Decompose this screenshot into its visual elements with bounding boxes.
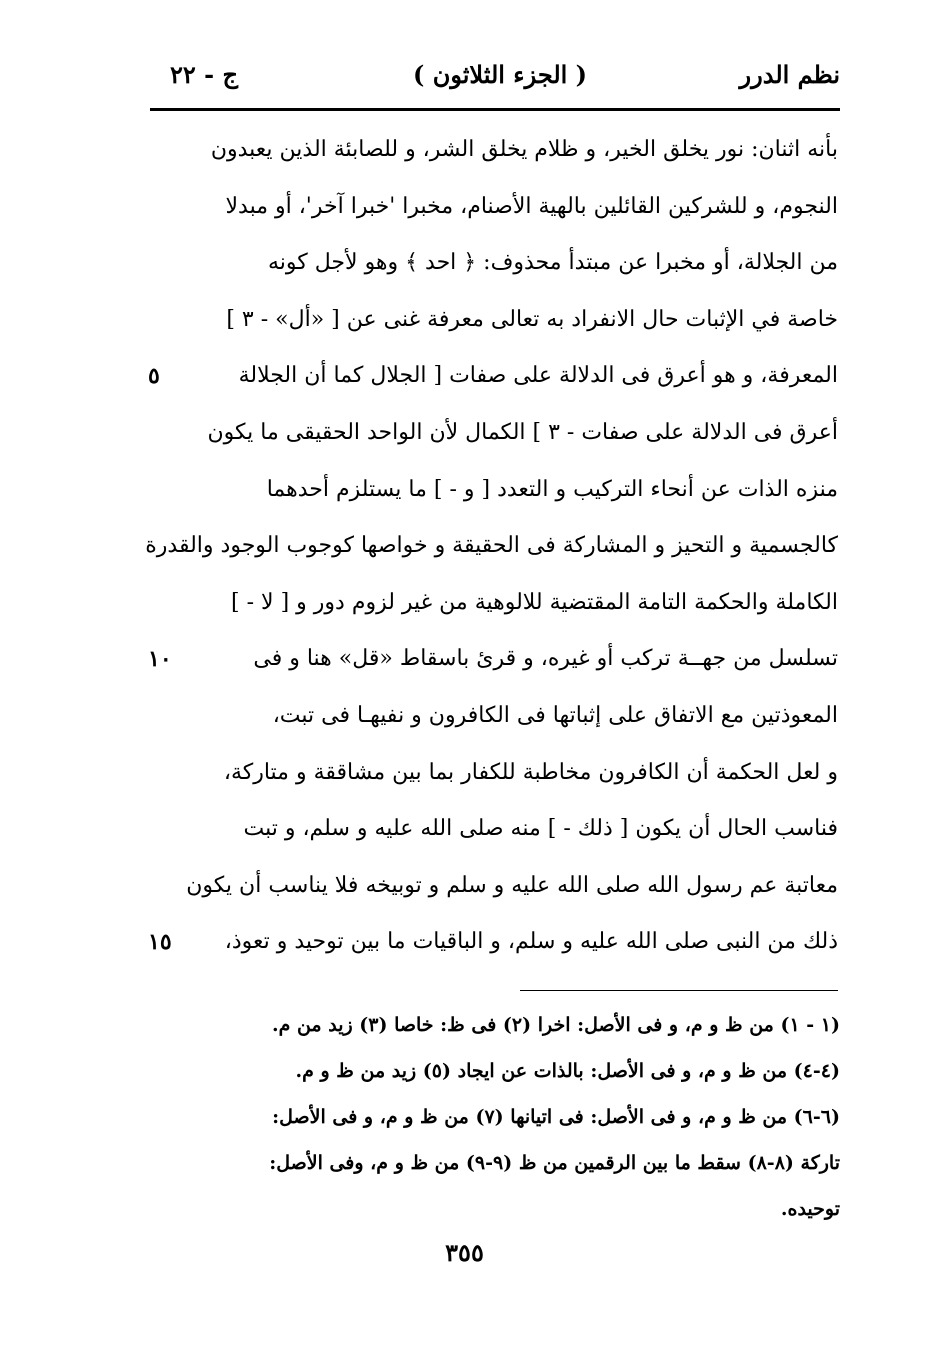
page-number: ٣٥٥ <box>445 1238 484 1267</box>
text-line: من الجلالة، أو مخبرا عن مبتدأ محذوف: ﴿ احد ﴾ وهو لأجل كونه <box>268 250 838 276</box>
running-header <box>160 60 840 100</box>
text-line: المعرفة، و هو أعرق فى الدلالة على صفات [ الجلال كما أن الجلالة ٥ <box>188 348 838 405</box>
text-line: منزه الذات عن أنحاء التركيب و التعدد [ و - ] ما يستلزم أحدهما <box>266 476 838 502</box>
text-line: معاتبة عم رسول الله صلى الله عليه و سلم و توبيخه فلا يناسب أن يكون <box>186 872 838 898</box>
line-number: ١٥ <box>148 929 172 956</box>
header-volume-page: ج - ٢٢ <box>170 60 238 89</box>
text-line: النجوم، و للشركين القائلين بالهية الأصنام، مخبرا 'خبرا آخر'، أو مبدلا <box>225 193 838 219</box>
text-line: و لعل الحكمة أن الكافرون مخاطبة للكفار بما بين مشاققة و متاركة، <box>223 759 838 785</box>
footnote-rule <box>520 990 838 991</box>
header-book-title: نظم الدرر <box>739 60 840 89</box>
header-part-title: ( الجزء الثلاثون ) <box>412 60 588 89</box>
text-line: بأنه اثنان: نور يخلق الخير، و ظلام يخلق الشر، و للصابئة الذين يعبدون <box>210 137 838 162</box>
text-line: المعوذتين مع الاتفاق على إثباتها فى الكافرون و نفيهـا فى تبت، <box>272 702 838 728</box>
text-line: أعرق فى الدلالة على صفات - ٣ ] الكمال لأن الواحد الحقيقى ما يكون <box>207 419 838 445</box>
text-line: ذلك من النبى صلى الله عليه و سلم، و الباقيات ما بين توحيد و تعوذ، ١٥ <box>188 914 838 971</box>
line-number: ١٠ <box>148 646 172 673</box>
header-rule <box>150 108 840 111</box>
text-line: خاصة في الإثبات حال الانفراد به تعالى معرفة غنى عن [ «أل» - ٣ ] <box>226 306 838 332</box>
text-line: تسلسل من جهــة تركب أو غيره، و قرئ باسقاط «قل» هنا و فى ١٠ <box>188 631 838 688</box>
footnote-line: (١ - ١) من ظ و م، و فى الأصل: اخرا (٢) فى ظ: خاصا (٣) زيد من م. <box>271 1014 840 1036</box>
footnote-line: (٦-٦) من ظ و م، و فى الأصل: فى اتيانها (٧) من ظ و م، و فى الأصل: <box>272 1106 840 1128</box>
footnotes <box>188 1002 840 1232</box>
main-text <box>145 122 838 971</box>
text-line: فناسب الحال أن يكون [ ذلك - ] منه صلى الله عليه و سلم، و تبت <box>243 816 838 842</box>
text-line: كالجسمية و التحيز و المشاركة فى الحقيقة و خواصها كوجوب الوجود والقدرة <box>145 533 838 559</box>
footnote-line: توحيده. <box>780 1198 840 1220</box>
footnote-line: تاركة (٨-٨) سقط ما بين الرقمين من ظ (٩-٩) من ظ و م، وفى الأصل: <box>269 1152 840 1174</box>
line-number: ٥ <box>148 363 160 390</box>
footnote-line: (٤-٤) من ظ و م، و فى الأصل: بالذات عن ايجاد (٥) زيد من ظ و م. <box>295 1060 840 1082</box>
text-line: الكاملة والحكمة التامة المقتضية للالوهية من غير لزوم دور و [ لا - ] <box>231 589 838 615</box>
